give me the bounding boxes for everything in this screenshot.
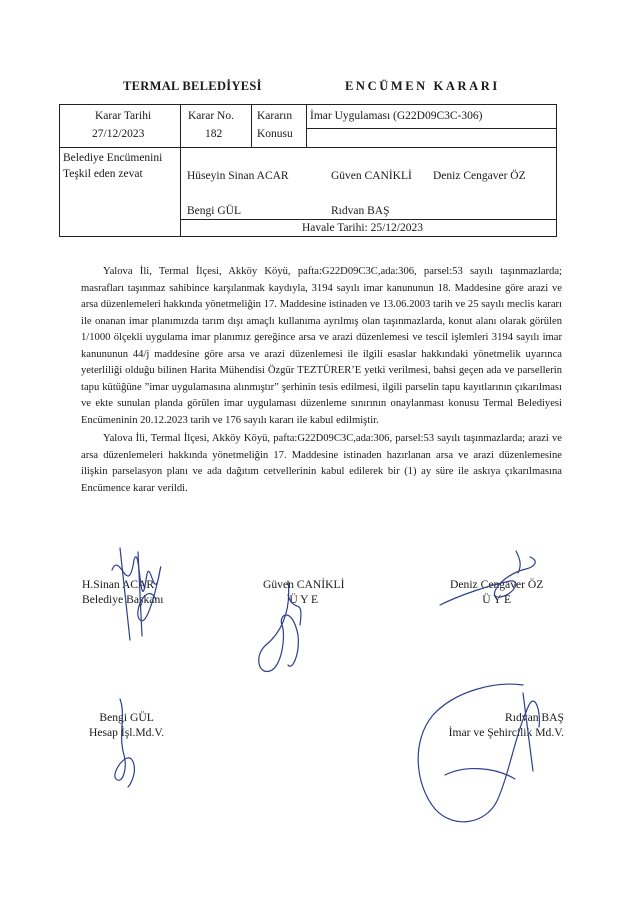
document-type: ENCÜMEN KARARI [345,79,500,93]
signatory-name: Deniz Cengaver ÖZ [450,578,544,591]
decision-text [81,264,562,497]
decision-date-value: 27/12/2023 [92,128,145,140]
handwritten-signature-member-1 [248,575,318,685]
handwritten-signature-member-2 [430,545,550,615]
decision-paragraph-2: Yalova İli, Termal İlçesi, Akköy Köyü, pafta:G22D09C3C,ada:306, parsel:53 sayılı taşınmazlarda; arazi ve arsa düzenlemeleri hakkında yönetmeliğin 17. Maddesine istinaden hazırlanan arsa ve arazi düzenlemesine ilişkin parselasyon planı ve ada dağıtım cetvellerinin kabul edilerek bir (1) ay süre ile askıya çıkarılmasına Encümence karar verildi. [81,433,562,494]
signatory-title: Ü Y E [482,593,512,606]
subject-label-line1: Kararın [257,110,293,122]
member-name: Bengi GÜL [187,205,241,217]
member-name: Hüseyin Sinan ACAR [187,170,289,182]
member-name: Rıdvan BAŞ [331,205,390,217]
signatory-title: İmar ve Şehircilik Md.V. [448,726,564,739]
handwritten-signature-zoning [405,675,555,835]
handwritten-signature-finance [100,695,160,790]
referral-date: Havale Tarihi: 25/12/2023 [302,222,423,234]
committee-label-line1: Belediye Encümenini [63,152,163,164]
decision-paragraph-1: Yalova İli, Termal İlçesi, Akköy Köyü, pafta:G22D09C3C,ada:306, parsel:53 sayılı taşınmazlarda; masrafları taşınmaz sahibince karşılanmak kaydıyla, 3194 sayılı imar kanununun 18. Maddesine göre arazi ve arsa düzenlemeleri hakkında yönetmeliğin 17. Maddesine istinaden ve 13.06.2003 tarih ve 25 sayılı meclis kararı ile onanan imar planımızda tarım dışı amaçlı kullanıma ayrılmış olan taşınmazlarda, konut alanı olarak görülen 1/1000 ölçekli uygulama imar planımız gereğince arsa ve arazi düzenlemesi ve tescil işlemleri 3194 sayılı imar kanununun 44/j maddesine göre arsa ve arazi düzenlemesi ile ilgili esaslar hakkındaki yönetmelik uyarınca yeterliliği olduğu bilinen Harita Mühendisi Özgür TEZTÜRER’E yetki verilmesi, bahsi geçen ada ve parsellerin tapu kütüğüne ”imar uygulamasına alınmıştır” şerhinin tesis edilmesi, ilgili parselin tapu kayıtlarının çıkarılması ve ekte sunulan planda görülen imar uygulaması düzenleme sınırının onaylanması konusu Termal Belediyesi Encümeninin 20.12.2023 tarih ve 176 sayılı kararı ile kabul edilmiştir. [81,266,562,426]
signatory-name: Güven CANİKLİ [263,578,345,591]
signatory-name: Bengi GÜL [99,711,154,724]
decision-number-value: 182 [205,128,223,140]
committee-label-line2: Teşkil eden zevat [63,168,143,180]
subject-value: İmar Uygulaması (G22D09C3C-306) [310,110,483,122]
signatory-name: H.Sinan ACAR [82,578,155,591]
signatory-name: Rıdvan BAŞ [505,711,564,724]
subject-label-line2: Konusu [257,128,293,140]
signatory-title: Hesap İşl.Md.V. [89,726,165,739]
member-name: Güven CANİKLİ [331,170,412,182]
signatory-title: Ü Y E [289,593,319,606]
decision-number-label: Karar No. [188,110,234,122]
decision-date-label: Karar Tarihi [95,110,152,122]
institution-name: TERMAL BELEDİYESİ [123,79,262,93]
signatory-title: Belediye Başkanı [82,593,164,606]
handwritten-signature-chair [90,540,180,650]
member-name: Deniz Cengaver ÖZ [433,170,526,182]
